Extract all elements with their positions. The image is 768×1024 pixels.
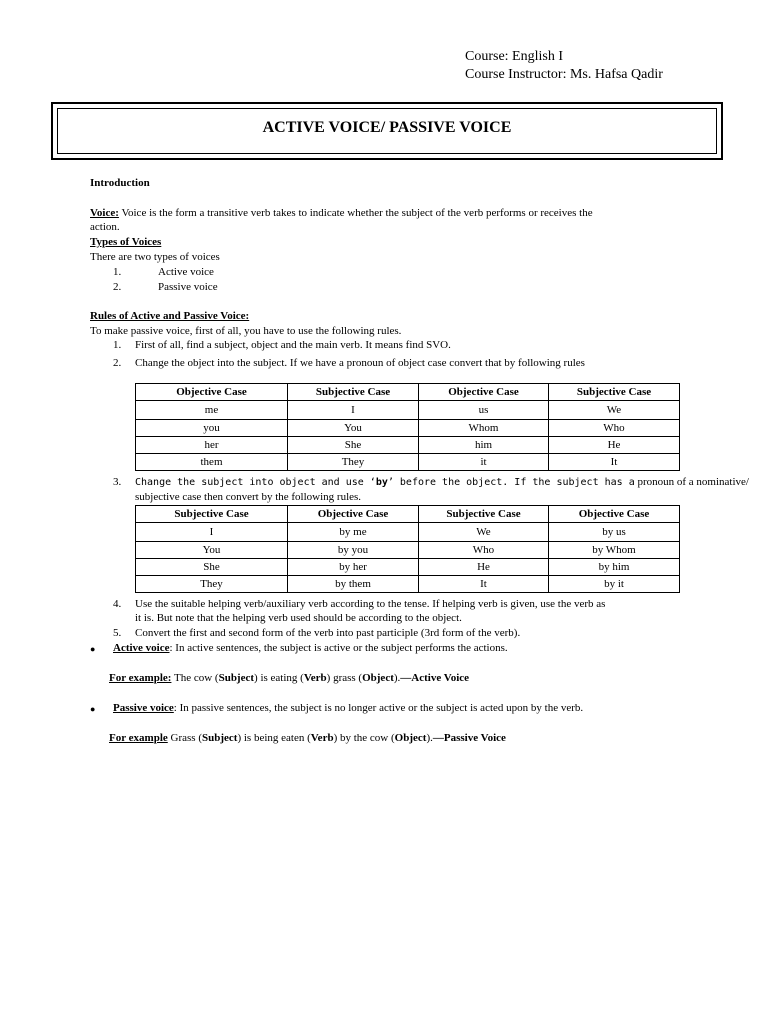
object-to-subject-table [135, 383, 680, 471]
table-row [136, 559, 680, 576]
table-cell: I [136, 523, 288, 542]
table-cell: by him [549, 559, 680, 576]
type-item-label-2: Passive voice [158, 281, 218, 293]
example-text: ) by the cow ( [333, 732, 395, 744]
voice-term: Voice: [90, 207, 119, 219]
table-cell: He [549, 437, 680, 454]
rule-3-part3: pronoun of a nominative/ [634, 476, 749, 488]
rule-text-4-line2: it is. But note that the helping verb used should be according to the object. [135, 612, 462, 624]
active-example [109, 671, 469, 685]
table-header-cell: Objective Case [288, 506, 419, 523]
rule-text-5: Convert the first and second form of the verb into past participle (3rd form of the verb). [135, 627, 521, 639]
rule-text-1: First of all, find a subject, object and the main verb. It means find SVO. [135, 339, 451, 351]
table-header-cell: Objective Case [419, 384, 549, 401]
passive-voice-term: Passive voice [113, 702, 174, 714]
example-text: ) grass ( [326, 672, 363, 684]
example-object: Object [394, 732, 427, 744]
table-header-cell: Subjective Case [549, 384, 680, 401]
table-row [136, 401, 680, 420]
table-cell: It [549, 454, 680, 471]
passive-voice-definition [113, 701, 583, 715]
table-cell: by you [288, 542, 419, 559]
voice-text-1: Voice is the form a transitive verb takes to indicate whether the subject of the verb performs or receives the [118, 207, 593, 219]
rule-num-1: 1. [113, 339, 122, 351]
table-cell: her [136, 437, 288, 454]
example-text: ). [426, 732, 433, 744]
table-row [136, 523, 680, 542]
table-cell: I [288, 401, 419, 420]
course-header [465, 48, 663, 84]
table-header-cell: Objective Case [549, 506, 680, 523]
type-item-num-2: 2. [113, 281, 122, 293]
table-cell: They [288, 454, 419, 471]
table-cell: by them [288, 576, 419, 593]
example-text: The cow ( [171, 672, 219, 684]
table-cell: She [288, 437, 419, 454]
types-intro: There are two types of voices [90, 251, 220, 263]
table-cell: by me [288, 523, 419, 542]
example-verb: Verb [303, 672, 327, 684]
rule-text-2: Change the object into the subject. If we have a pronoun of object case convert that by following rules [135, 357, 585, 369]
example-text: ) is being eaten ( [237, 732, 311, 744]
table-cell: by Whom [549, 542, 680, 559]
rule-text-4-line1: Use the suitable helping verb/auxiliary verb according to the tense. If helping verb is given, use the verb as [135, 598, 606, 610]
table-cell: by it [549, 576, 680, 593]
active-example-label: For example: [109, 672, 172, 684]
table-row [136, 454, 680, 471]
course-name: Course: English I [465, 49, 563, 64]
passive-voice-tag: —Passive Voice [432, 732, 506, 744]
example-text: ). [393, 672, 401, 684]
example-text: Grass ( [167, 732, 202, 744]
rule-text-3-line2: subjective case then convert by the following rules. [135, 491, 362, 503]
rule-num-3: 3. [113, 476, 122, 488]
table-row [136, 420, 680, 437]
example-verb: Verb [310, 732, 334, 744]
table-header-cell: Subjective Case [136, 506, 288, 523]
table-cell: you [136, 420, 288, 437]
table-cell: We [419, 523, 549, 542]
table-header-cell: Objective Case [136, 384, 288, 401]
rule-text-3-line1 [135, 475, 749, 490]
example-subject: Subject [201, 732, 238, 744]
example-text: ) is eating ( [254, 672, 304, 684]
active-voice-text: : In active sentences, the subject is active or the subject performs the actions. [169, 642, 508, 654]
table-cell: Who [419, 542, 549, 559]
voice-definition-line2: action. [90, 221, 120, 233]
rule-num-5: 5. [113, 627, 122, 639]
table-header-row [136, 384, 680, 401]
page-title: ACTIVE VOICE/ PASSIVE VOICE [262, 119, 512, 136]
passive-example [109, 731, 506, 745]
table-header-cell: Subjective Case [419, 506, 549, 523]
table-cell: us [419, 401, 549, 420]
example-subject: Subject [218, 672, 255, 684]
passive-example-label: For example [109, 732, 168, 744]
table-cell: Whom [419, 420, 549, 437]
table-cell: it [419, 454, 549, 471]
example-object: Object [362, 672, 394, 684]
bullet-icon: ● [90, 704, 96, 714]
table-cell: It [419, 576, 549, 593]
table-cell: We [549, 401, 680, 420]
active-voice-tag: —Active Voice [400, 672, 470, 684]
type-item-label-1: Active voice [158, 266, 214, 278]
passive-voice-text: : In passive sentences, the subject is no longer active or the subject is acted upon by the verb. [173, 702, 584, 714]
rule-3-part2: ’ before the object. If the subject has a [387, 477, 635, 488]
subject-to-object-table [135, 505, 680, 593]
table-cell: She [136, 559, 288, 576]
table-cell: He [419, 559, 549, 576]
table-cell: them [136, 454, 288, 471]
rule-num-2: 2. [113, 357, 122, 369]
table-cell: by us [549, 523, 680, 542]
table-header-row [136, 506, 680, 523]
table-cell: Who [549, 420, 680, 437]
rules-heading: Rules of Active and Passive Voice: [90, 310, 250, 322]
course-instructor: Course Instructor: Ms. Hafsa Qadir [465, 67, 663, 82]
intro-heading: Introduction [90, 177, 150, 189]
table-cell: They [136, 576, 288, 593]
table-row [136, 542, 680, 559]
type-item-num-1: 1. [113, 266, 122, 278]
table-row [136, 576, 680, 593]
voice-definition-line1 [90, 206, 593, 220]
rules-intro: To make passive voice, first of all, you have to use the following rules. [90, 325, 402, 337]
table-header-cell: Subjective Case [288, 384, 419, 401]
table-cell: me [136, 401, 288, 420]
rule-3-by: by [375, 477, 388, 488]
rule-3-part1: Change the subject into object and use ‘ [135, 477, 376, 488]
active-voice-definition [113, 641, 508, 655]
table-cell: by her [288, 559, 419, 576]
active-voice-term: Active voice [113, 642, 170, 654]
title-box [51, 102, 723, 160]
table-cell: You [288, 420, 419, 437]
bullet-icon: ● [90, 644, 96, 654]
table-row [136, 437, 680, 454]
table-cell: You [136, 542, 288, 559]
types-heading: Types of Voices [90, 236, 162, 248]
table-cell: him [419, 437, 549, 454]
rule-num-4: 4. [113, 598, 122, 610]
